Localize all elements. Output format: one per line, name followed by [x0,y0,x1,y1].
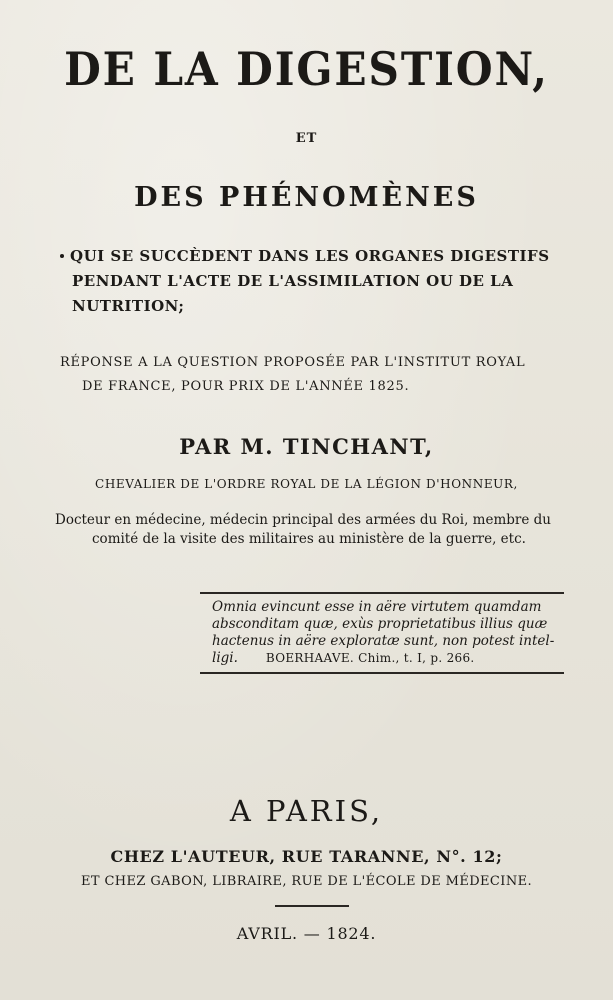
credentials-line-2: comité de la visite des militaires au ministère de la guerre, etc. [92,531,526,547]
epigraph-line-1: Omnia evincunt esse in aëre virtutem quamdam [212,599,542,615]
book-subtitle: DES PHÉNOMÈNES [134,182,479,213]
author-name: PAR M. TINCHANT, [179,434,434,459]
epigraph-line-4-text: ligi. [212,650,238,666]
response-line-2: DE FRANCE, POUR PRIX DE L'ANNÉE 1825. [82,379,410,394]
description-line-3: NUTRITION; [72,297,185,315]
imprint-date: AVRIL. — 1824. [236,924,377,943]
epigraph-line-4 [212,650,475,666]
epigraph-reference: BOERHAAVE. Chim., t. I, p. 266. [265,651,475,665]
epigraph-rule-top [200,592,564,594]
imprint-publisher-line-2: ET CHEZ GABON, LIBRAIRE, RUE DE L'ÉCOLE DE MÉDECINE. [80,874,533,889]
imprint-rule [275,905,349,907]
author-title: CHEVALIER DE L'ORDRE ROYAL DE LA LÉGION D'HONNEUR, [95,477,518,491]
book-title: DE LA DIGESTION, [64,42,549,96]
credentials-line-1: Docteur en médecine, médecin principal des armées du Roi, membre du [55,512,551,528]
imprint-publisher-line-1: CHEZ L'AUTEUR, RUE TARANNE, N°. 12; [110,847,503,866]
bullet-mark [60,254,64,258]
response-line-1: RÉPONSE A LA QUESTION PROPOSÉE PAR L'INSTITUT ROYAL [60,355,526,370]
epigraph-line-3: hactenus in aëre exploratæ sunt, non potest intel- [212,633,555,649]
epigraph-rule-bottom [200,672,564,674]
epigraph-line-2: absconditam quæ, exùs proprietatibus illius quæ [212,616,548,632]
description-line-1: QUI SE SUCCÈDENT DANS LES ORGANES DIGESTIFS [70,247,550,265]
imprint-city: A PARIS, [229,794,384,828]
description-line-2: PENDANT L'ACTE DE L'ASSIMILATION OU DE LA [72,272,514,290]
title-conjunction: ET [295,131,318,146]
